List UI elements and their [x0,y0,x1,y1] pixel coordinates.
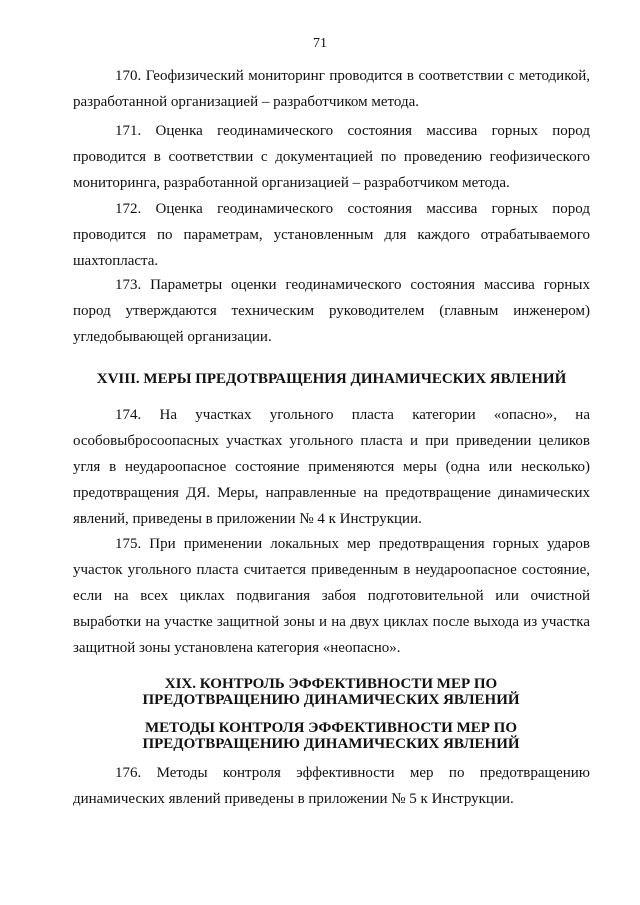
paragraph-174-block [73,402,590,532]
paragraph-171-block [73,118,590,196]
paragraph-175-block [73,531,590,661]
paragraph-173: 173. Параметры оценки геодинамического состояния массива горных пород утверждаются техническим руководителем (главным инженером) угледобывающей организации. [73,277,590,345]
section-18-heading: XVIII. МЕРЫ ПРЕДОТВРАЩЕНИЯ ДИНАМИЧЕСКИХ ЯВЛЕНИЙ [96,371,567,387]
paragraph-170: 170. Геофизический мониторинг проводится в соответствии с методикой, разработанной организацией – разработчиком метода. [73,68,590,110]
methods-subheading: МЕТОДЫ КОНТРОЛЯ ЭФФЕКТИВНОСТИ МЕР ПО ПРЕДОТВРАЩЕНИЮ ДИНАМИЧЕСКИХ ЯВЛЕНИЙ [142,720,520,752]
paragraph-175: 175. При применении локальных мер предотвращения горных ударов участок угольного пласта считается приведенным в неудароопасное состояние, если на всех циклах подвигания забоя подготовительной или очистной выработки на участке защитной зоны и на двух циклах после выхода из участка защитной зоны установлена категория «неопасно». [73,536,590,656]
paragraph-171: 171. Оценка геодинамического состояния массива горных пород проводится в соответствии с документацией по проведению геофизического мониторинга, разработанной организацией – разработчиком метода. [73,123,590,191]
section-19-heading: XIX. КОНТРОЛЬ ЭФФЕКТИВНОСТИ МЕР ПО ПРЕДОТВРАЩЕНИЮ ДИНАМИЧЕСКИХ ЯВЛЕНИЙ [142,676,520,708]
paragraph-176: 176. Методы контроля эффективности мер по предотвращению динамических явлений приведены в приложении № 5 к Инструкции. [73,765,590,807]
paragraph-172: 172. Оценка геодинамического состояния массива горных пород проводится по параметрам, установленным для каждого отрабатываемого шахтопласта. [73,201,590,269]
paragraph-172-block [73,196,590,274]
page-number: 71 [313,36,327,51]
paragraph-176-block [73,760,590,812]
paragraph-170-block [73,63,590,115]
paragraph-174: 174. На участках угольного пласта категории «опасно», на особовыбросоопасных участках угольного пласта и при приведении целиков угля в неудароопасное состояние применяются меры (одна или несколько) предотвращения ДЯ. Меры, направленные на предотвращение динамических явлений, приведены в приложении № 4 к Инструкции. [73,407,590,527]
methods-subheading-block [95,720,567,752]
section-19-heading-block [95,676,567,708]
section-18-heading-block [73,366,590,392]
paragraph-173-block [73,272,590,350]
